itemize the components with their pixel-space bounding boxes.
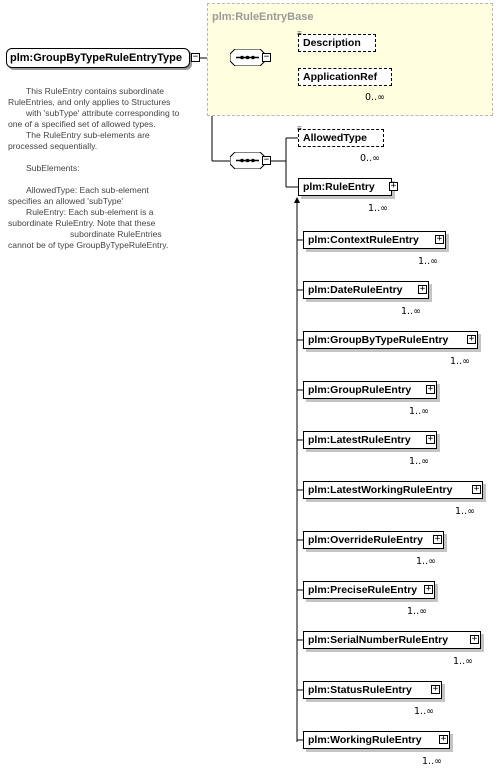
doc-line: processed sequentially. — [8, 141, 98, 151]
doc-line: subordinate RuleEntries — [70, 229, 162, 239]
substitution-element[interactable] — [303, 681, 442, 699]
sequence-compositor-icon[interactable] — [230, 152, 265, 169]
doc-line: with 'subType' attribute corresponding to — [26, 108, 180, 118]
plus-box-icon[interactable]: + — [440, 734, 447, 744]
doc-line — [8, 174, 200, 185]
substitution-element[interactable] — [303, 631, 481, 649]
doc-line: subordinate RuleEntry. Note that these — [8, 218, 156, 228]
element-label: plm:SerialNumberRuleEntry — [308, 634, 449, 646]
sequence-compositor-icon[interactable] — [230, 49, 265, 66]
cardinality-label: 1..∞ — [453, 656, 473, 667]
element-label: plm:GroupByTypeRuleEntry — [308, 334, 449, 346]
doc-line: cannot be of type GroupByTypeRuleEntry. — [8, 240, 169, 250]
cardinality-label: 1..∞ — [368, 203, 388, 214]
element-label: plm:GroupRuleEntry — [308, 384, 412, 396]
element-label: plm:OverrideRuleEntry — [308, 534, 423, 546]
cardinality-label: 1..∞ — [407, 606, 427, 617]
doc-line: SubElements: — [26, 163, 80, 173]
substitution-element[interactable] — [303, 731, 450, 749]
doc-line: This RuleEntry contains subordinate — [26, 86, 165, 96]
element-label: plm:LatestRuleEntry — [308, 434, 411, 446]
doc-line: RuleEntry: Each sub-element is a — [26, 207, 154, 217]
cardinality-label: 1..∞ — [409, 406, 429, 417]
plus-box-icon[interactable]: + — [432, 684, 439, 694]
substitution-element[interactable] — [303, 481, 483, 499]
substitution-element[interactable] — [303, 281, 429, 299]
doc-line: one of a specified set of allowed types. — [8, 119, 156, 129]
plus-box-icon[interactable]: + — [427, 384, 434, 394]
doc-line: The RuleEntry sub-elements are — [26, 130, 150, 140]
element-description[interactable] — [298, 34, 376, 52]
element-label: plm:StatusRuleEntry — [308, 684, 412, 696]
cardinality-label: 1..∞ — [409, 456, 429, 467]
root-type-label: plm:GroupByTypeRuleEntryType — [10, 52, 182, 64]
element-application-ref[interactable] — [298, 68, 392, 86]
root-expand-icon[interactable]: − — [192, 52, 199, 62]
element-label: plm:PreciseRuleEntry — [308, 584, 418, 596]
doc-line: AllowedType: Each sub-element — [26, 185, 149, 195]
sequence-expand-icon[interactable]: − — [263, 52, 270, 62]
cardinality-label: 1..∞ — [416, 556, 436, 567]
cardinality-label: 1..∞ — [401, 306, 421, 317]
plus-box-icon[interactable]: + — [468, 334, 475, 344]
element-label: plm:LatestWorkingRuleEntry — [308, 484, 453, 496]
cardinality-label: 1..∞ — [418, 256, 438, 267]
substitution-element[interactable] — [303, 581, 435, 599]
substitution-element[interactable] — [303, 431, 437, 449]
element-label: plm:DateRuleEntry — [308, 284, 403, 296]
cardinality-label: 1..∞ — [455, 506, 475, 517]
element-label: ApplicationRef — [303, 71, 378, 83]
sequence-expand-icon[interactable]: − — [263, 155, 270, 165]
substitution-element[interactable] — [303, 331, 478, 349]
cardinality-label: 0..∞ — [365, 92, 385, 103]
doc-line — [8, 152, 200, 163]
documentation-text — [8, 86, 200, 251]
element-label: Description — [303, 37, 361, 49]
element-allowed-type[interactable] — [298, 129, 384, 147]
plus-box-icon[interactable]: + — [425, 584, 432, 594]
root-type-box[interactable] — [6, 48, 190, 68]
cardinality-label: 0..∞ — [360, 153, 380, 164]
cardinality-label: 1..∞ — [422, 756, 442, 767]
cardinality-label: 1..∞ — [414, 706, 434, 717]
element-label: plm:ContextRuleEntry — [308, 234, 419, 246]
doc-line: specifies an allowed 'subType' — [8, 196, 124, 206]
documentation-lines-icon: ≡ — [297, 124, 301, 133]
element-label: plm:RuleEntry — [303, 181, 375, 193]
plus-box-icon[interactable]: + — [419, 284, 426, 294]
element-label: plm:WorkingRuleEntry — [308, 734, 422, 746]
doc-line: RuleEntries, and only applies to Structures — [8, 97, 171, 107]
element-rule-entry[interactable] — [298, 178, 392, 196]
base-type-title: plm:RuleEntryBase — [212, 11, 314, 23]
plus-box-icon[interactable]: + — [436, 234, 443, 244]
plus-box-icon[interactable]: + — [390, 181, 397, 191]
documentation-lines-icon: ≡ — [297, 29, 301, 38]
substitution-element[interactable] — [303, 531, 444, 549]
plus-box-icon[interactable]: + — [471, 634, 478, 644]
substitution-element[interactable] — [303, 381, 437, 399]
element-label: AllowedType — [303, 132, 367, 144]
cardinality-label: 1..∞ — [450, 356, 470, 367]
plus-box-icon[interactable]: + — [473, 484, 480, 494]
plus-box-icon[interactable]: + — [434, 534, 441, 544]
plus-box-icon[interactable]: + — [427, 434, 434, 444]
substitution-element[interactable] — [303, 231, 446, 249]
